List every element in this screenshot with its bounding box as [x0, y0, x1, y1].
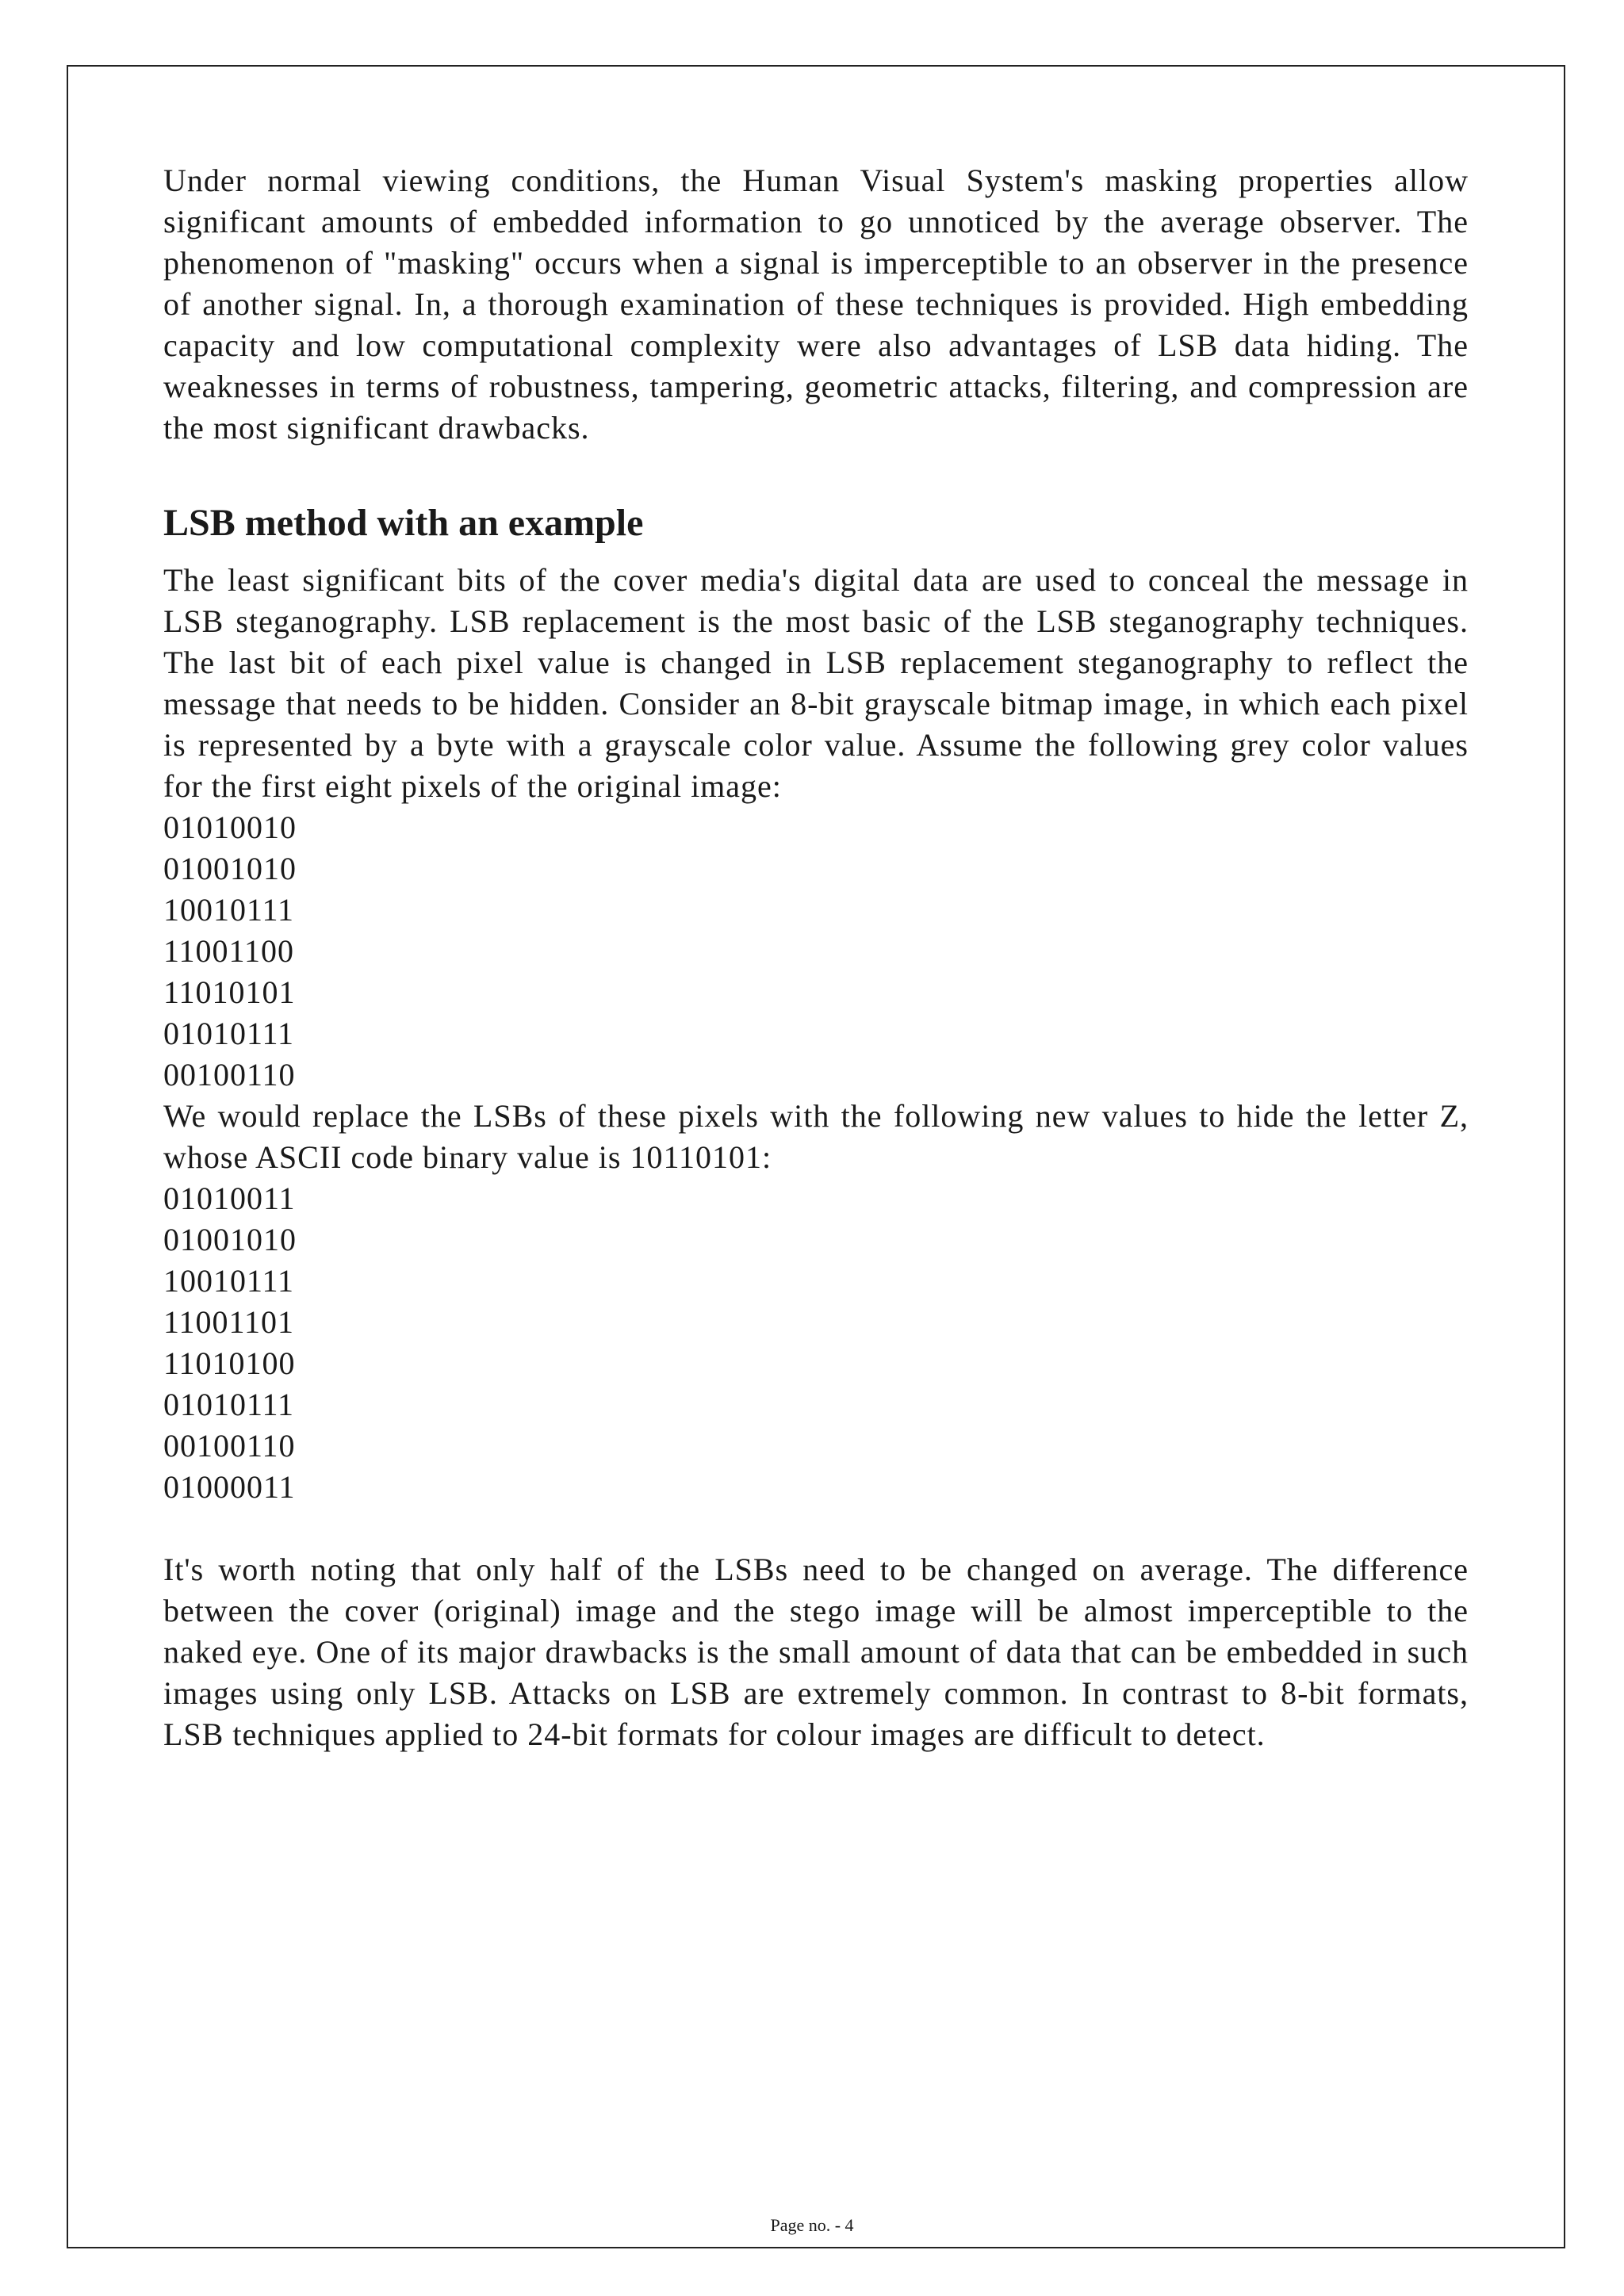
binary-value: 11010100 [163, 1345, 296, 1381]
binary-value: 11001100 [163, 933, 295, 969]
new-values-list [163, 1178, 1469, 1508]
binary-value: 01010010 [163, 809, 297, 845]
replace-paragraph: We would replace the LSBs of these pixels with the following new values to hide the letter Z, whose ASCII code binary value is 10110101: [163, 1098, 1469, 1175]
intro-paragraph: Under normal viewing conditions, the Human Visual System's masking properties allow significant amounts of embedded information to go unnoticed by the average observer. The phenomenon of "masking" occurs when a signal is imperceptible to an observer in the presence of another signal. In, a thorough examination of these techniques is provided. High embedding capacity and low computational complexity were also advantages of LSB data hiding. The weaknesses in terms of robustness, tampering, geometric attacks, filtering, and compression are the most significant drawbacks. [163, 163, 1469, 446]
binary-value: 00100110 [163, 1428, 296, 1464]
method-paragraph: The least significant bits of the cover media's digital data are used to conceal the message in LSB steganography. LSB replacement is the most basic of the LSB steganography techniques. The last bit of each pixel value is changed in LSB replacement steganography to reflect the message that needs to be hidden. Consider an 8-bit grayscale bitmap image, in which each pixel is represented by a byte with a grayscale color value. Assume the following grey color values for the first eight pixels of the original image: [163, 562, 1469, 804]
original-values-list [163, 807, 1469, 1096]
binary-value: 01010111 [163, 1016, 295, 1051]
binary-value: 01001010 [163, 851, 297, 886]
binary-value: 01000011 [163, 1469, 296, 1505]
binary-value: 11010101 [163, 974, 296, 1010]
section-heading: LSB method with an example [163, 502, 644, 544]
binary-value: 10010111 [163, 892, 295, 928]
binary-value: 11001101 [163, 1304, 295, 1340]
page-number: Page no. - 4 [770, 2215, 854, 2235]
closing-paragraph: It's worth noting that only half of the LSBs need to be changed on average. The difference between the cover (original) image and the stego image will be almost imperceptible to the naked eye. One of its major drawbacks is the small amount of data that can be embedded in such images using only LSB. Attacks on LSB are extremely common. In contrast to 8-bit formats, LSB techniques applied to 24-bit formats for colour images are difficult to detect. [163, 1552, 1469, 1752]
binary-value: 00100110 [163, 1057, 296, 1093]
binary-value: 10010111 [163, 1263, 295, 1299]
binary-value: 01010011 [163, 1181, 296, 1216]
page-content [163, 160, 1469, 1755]
binary-value: 01010111 [163, 1387, 295, 1422]
binary-value: 01001010 [163, 1222, 297, 1257]
